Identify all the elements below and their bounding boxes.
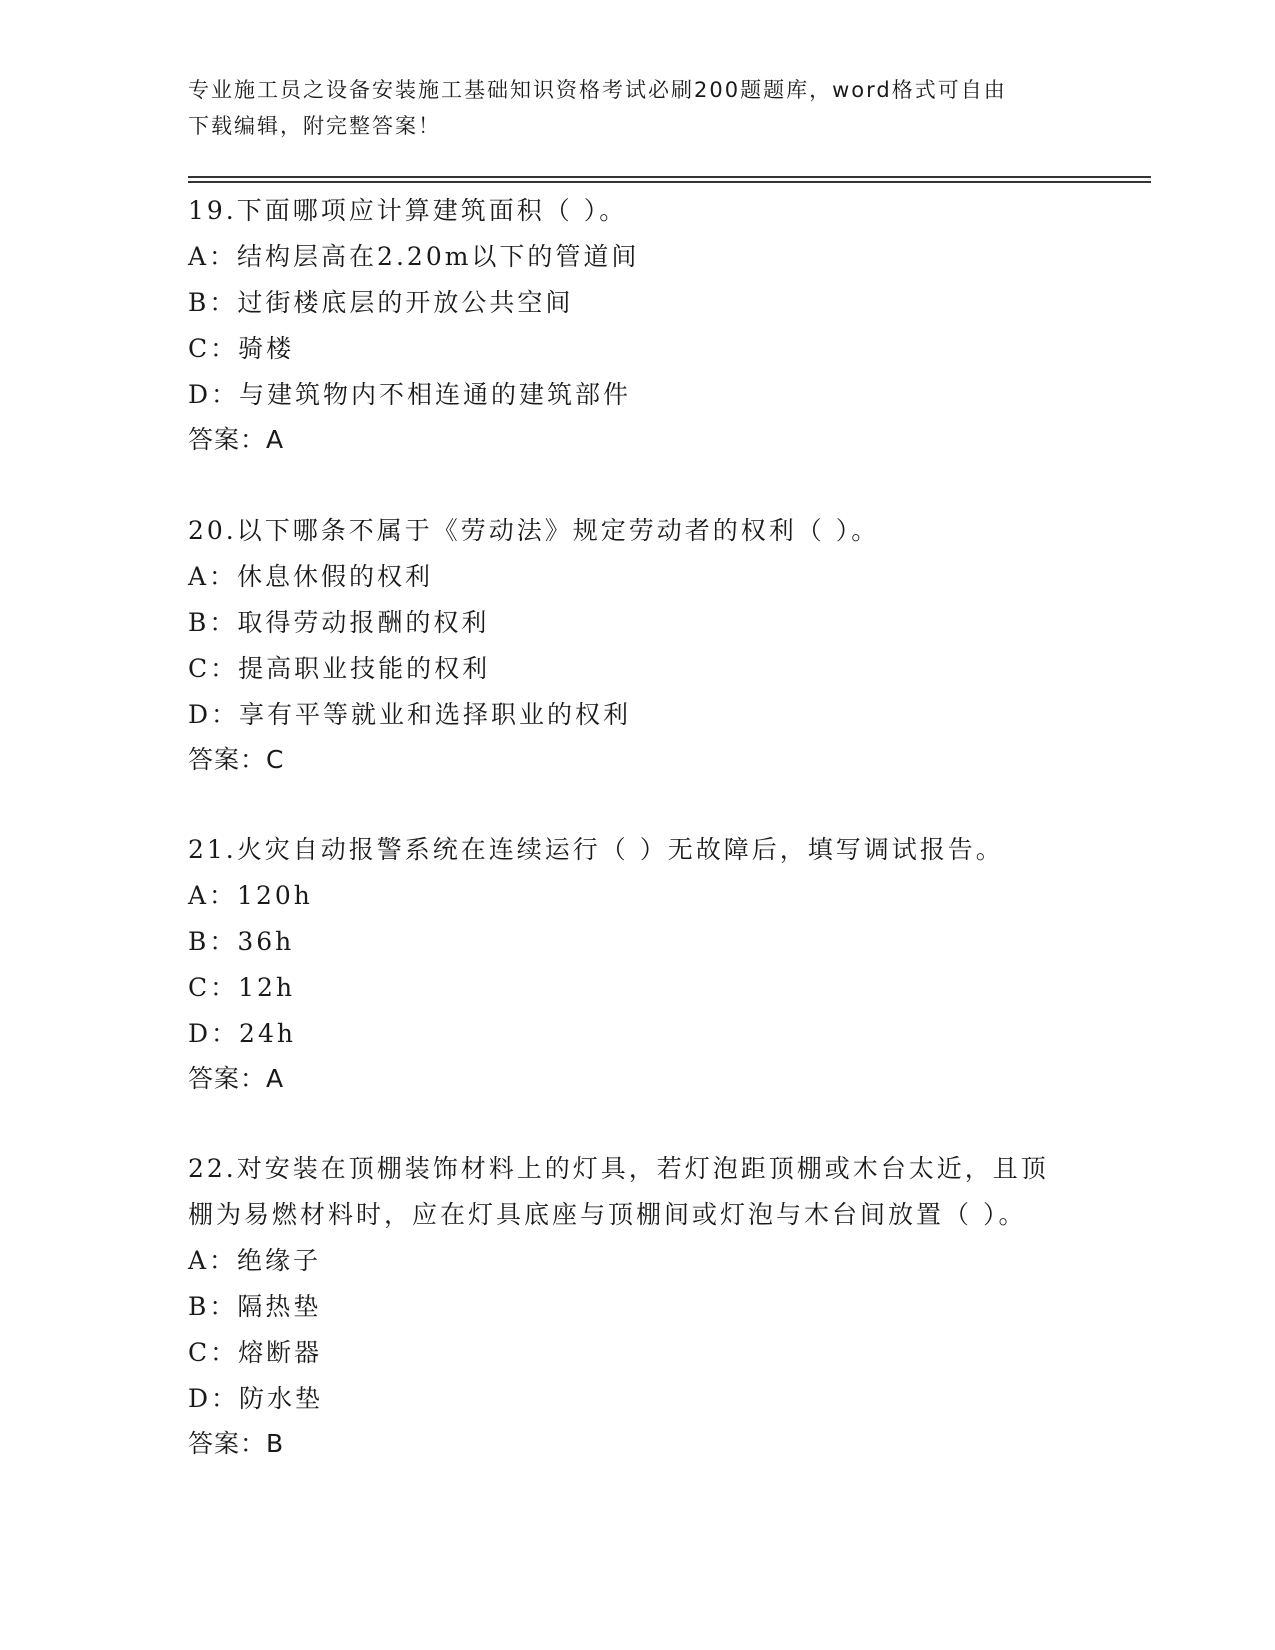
option-a: A：结构层高在2.20m以下的管道间 xyxy=(188,242,640,271)
option-c: C：12h xyxy=(188,973,296,1002)
answer: 答案：C xyxy=(188,745,285,774)
option-b: B：过街楼底层的开放公共空间 xyxy=(188,288,574,317)
option-b: B：取得劳动报酬的权利 xyxy=(188,608,490,637)
option-b: B：隔热垫 xyxy=(188,1292,322,1321)
header-divider-bottom xyxy=(188,181,1151,183)
document-header: 专业施工员之设备安装施工基础知识资格考试必刷200题题库，word格式可自由 下载编辑，附完整答案！ xyxy=(188,78,1007,138)
option-c: C：熔断器 xyxy=(188,1338,323,1367)
question-20 xyxy=(188,508,1108,782)
question-19 xyxy=(188,188,1108,462)
option-d: D：24h xyxy=(188,1019,296,1048)
option-d: D：防水垫 xyxy=(188,1384,324,1413)
question-stem: 19.下面哪项应计算建筑面积（ ）。 xyxy=(188,196,628,225)
option-d: D：与建筑物内不相连通的建筑部件 xyxy=(188,380,632,409)
answer: 答案：B xyxy=(188,1429,285,1458)
question-stem: 20.以下哪条不属于《劳动法》规定劳动者的权利（ ）。 xyxy=(188,516,880,545)
option-c: C：提高职业技能的权利 xyxy=(188,654,491,683)
answer: 答案：A xyxy=(188,425,285,454)
option-a: A：休息休假的权利 xyxy=(188,562,434,591)
option-a: A：120h xyxy=(188,881,313,910)
question-stem: 22.对安装在顶棚装饰材料上的灯具，若灯泡距顶棚或木台太近，且顶 棚为易燃材料时，应在灯具底座与顶棚间或灯泡与木台间放置（ ）。 xyxy=(188,1154,1049,1229)
option-b: B：36h xyxy=(188,927,295,956)
option-a: A：绝缘子 xyxy=(188,1246,322,1275)
option-d: D：享有平等就业和选择职业的权利 xyxy=(188,700,632,729)
question-21 xyxy=(188,827,1108,1101)
question-stem: 21.火灾自动报警系统在连续运行（ ）无故障后，填写调试报告。 xyxy=(188,835,1004,864)
answer: 答案：A xyxy=(188,1064,285,1093)
option-c: C：骑楼 xyxy=(188,334,295,363)
question-22 xyxy=(188,1146,1108,1466)
header-divider-top xyxy=(188,176,1151,178)
